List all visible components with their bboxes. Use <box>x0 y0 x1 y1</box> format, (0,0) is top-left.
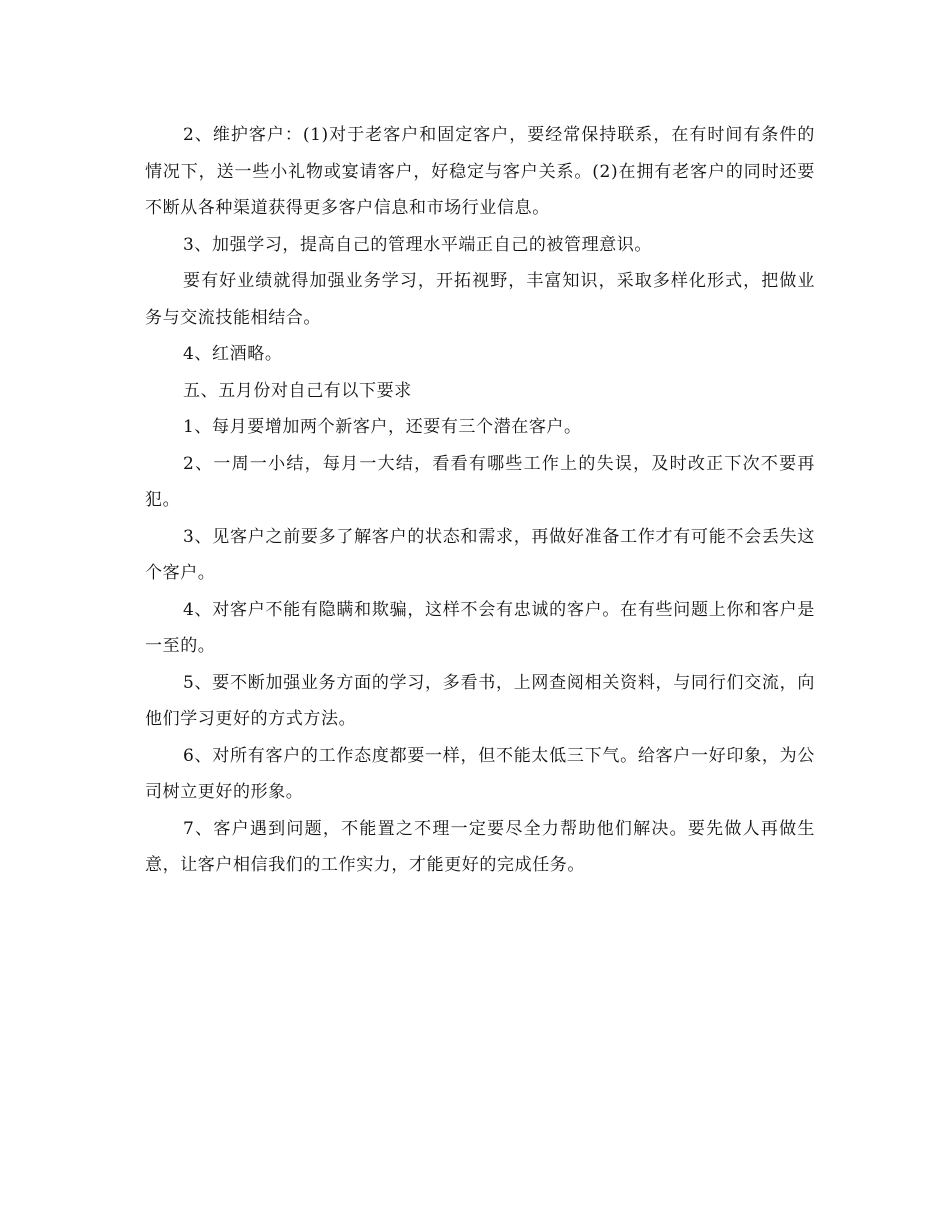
paragraph-red-wine: 4、红酒略。 <box>183 344 283 364</box>
paragraph-requirement-7: 7、客户遇到问题，不能置之不理一定要尽全力帮助他们解决。要先做人再做生意，让客户相信我们的工作实力，才能更好的完成任务。 <box>145 818 815 875</box>
paragraph-requirement-3: 3、见客户之前要多了解客户的状态和需求，再做好准备工作才有可能不会丢失这个客户。 <box>145 526 815 583</box>
section-heading-may-requirements: 五、五月份对自己有以下要求 <box>183 380 412 401</box>
paragraph-requirement-6: 6、对所有客户的工作态度都要一样，但不能太低三下气。给客户一好印象，为公司树立更好的形象。 <box>145 745 815 802</box>
paragraph-requirement-2: 2、一周一小结，每月一大结，看看有哪些工作上的失误，及时改正下次不要再犯。 <box>145 453 815 510</box>
document-body <box>145 117 815 884</box>
paragraph-requirement-4: 4、对客户不能有隐瞒和欺骗，这样不会有忠诚的客户。在有些问题上你和客户是一至的。 <box>145 599 815 656</box>
paragraph-requirement-1: 1、每月要增加两个新客户，还要有三个潜在客户。 <box>183 417 582 437</box>
paragraph-strengthen-learning: 3、加强学习，提高自己的管理水平端正自己的被管理意识。 <box>183 234 653 255</box>
paragraph-business-learning: 要有好业绩就得加强业务学习，开拓视野，丰富知识，采取多样化形式，把做业务与交流技能相结合。 <box>145 271 815 328</box>
paragraph-requirement-5: 5、要不断加强业务方面的学习，多看书，上网查阅相关资料，与同行们交流，向他们学习更好的方式方法。 <box>145 672 815 729</box>
paragraph-maintain-customers: 2、维护客户：(1)对于老客户和固定客户，要经常保持联系，在有时间有条件的情况下，送一些小礼物或宴请客户，好稳定与客户关系。(2)在拥有老客户的同时还要不断从各种渠道获得更多客户信息和市场行业信息。 <box>145 125 815 218</box>
